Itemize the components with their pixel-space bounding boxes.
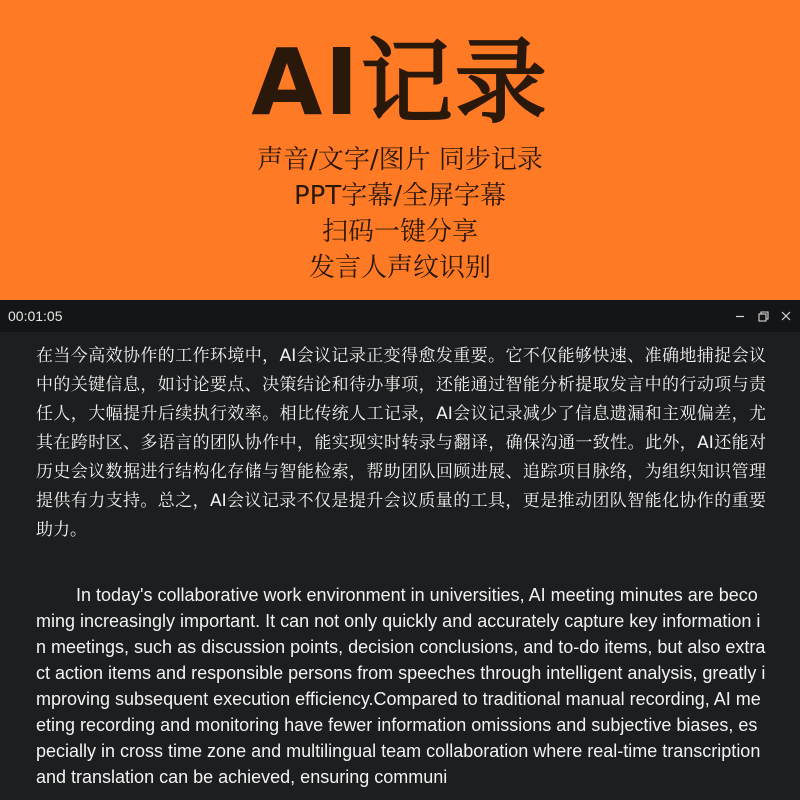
close-icon — [776, 306, 796, 326]
title-bar[interactable] — [0, 300, 800, 332]
banner-title: AI记录 — [251, 29, 549, 136]
feature-line-3: 扫码一键分享 — [321, 217, 478, 247]
recording-timer: 00:01:05 — [8, 308, 63, 324]
minimize-button[interactable] — [730, 306, 750, 326]
transcript-english: In today's collaborative work environment in universities, AI meeting minutes are becoming increasingly important. It can not only quickly and accurately capture key information in meetings, such as discussion points, decision conclusions, and to-do items, but also extract action items and responsible persons from speeches through intelligent analysis, greatly improving subsequent execution efficiency.Compared to traditional manual recording, AI meeting recording and monitoring have fewer information omissions and subjective biases, especially in cross time zone and multilingual team collaboration where real-time transcription and translation can be achieved, ensuring communi — [36, 585, 766, 787]
close-button[interactable] — [776, 306, 796, 326]
minimize-icon — [730, 306, 750, 326]
restore-icon — [753, 306, 773, 326]
transcript-window — [0, 300, 800, 800]
feature-line-2: PPT字幕/全屏字幕 — [294, 181, 506, 211]
transcript-content[interactable] — [36, 342, 766, 790]
transcript-chinese: 在当今高效协作的工作环境中，AI会议记录正变得愈发重要。它不仅能够快速、准确地捕捉会议中的关键信息，如讨论要点、决策结论和待办事项，还能通过智能分析提取发言中的行动项与责任人，大幅提升后续执行效率。相比传统人工记录，AI会议记录减少了信息遗漏和主观偏差，尤其在跨时区、多语言的团队协作中，能实现实时转录与翻译，确保沟通一致性。此外，AI还能对历史会议数据进行结构化存储与智能检索，帮助团队回顾进展、追踪项目脉络，为组织知识管理提供有力支持。总之，AI会议记录不仅是提升会议质量的工具，更是推动团队智能化协作的重要助力。 — [36, 346, 766, 540]
feature-list — [0, 142, 800, 286]
restore-button[interactable] — [753, 306, 773, 326]
promo-banner — [0, 0, 800, 300]
feature-line-4: 发言人声纹识别 — [308, 253, 491, 283]
feature-line-1: 声音/文字/图片 同步记录 — [257, 145, 543, 175]
